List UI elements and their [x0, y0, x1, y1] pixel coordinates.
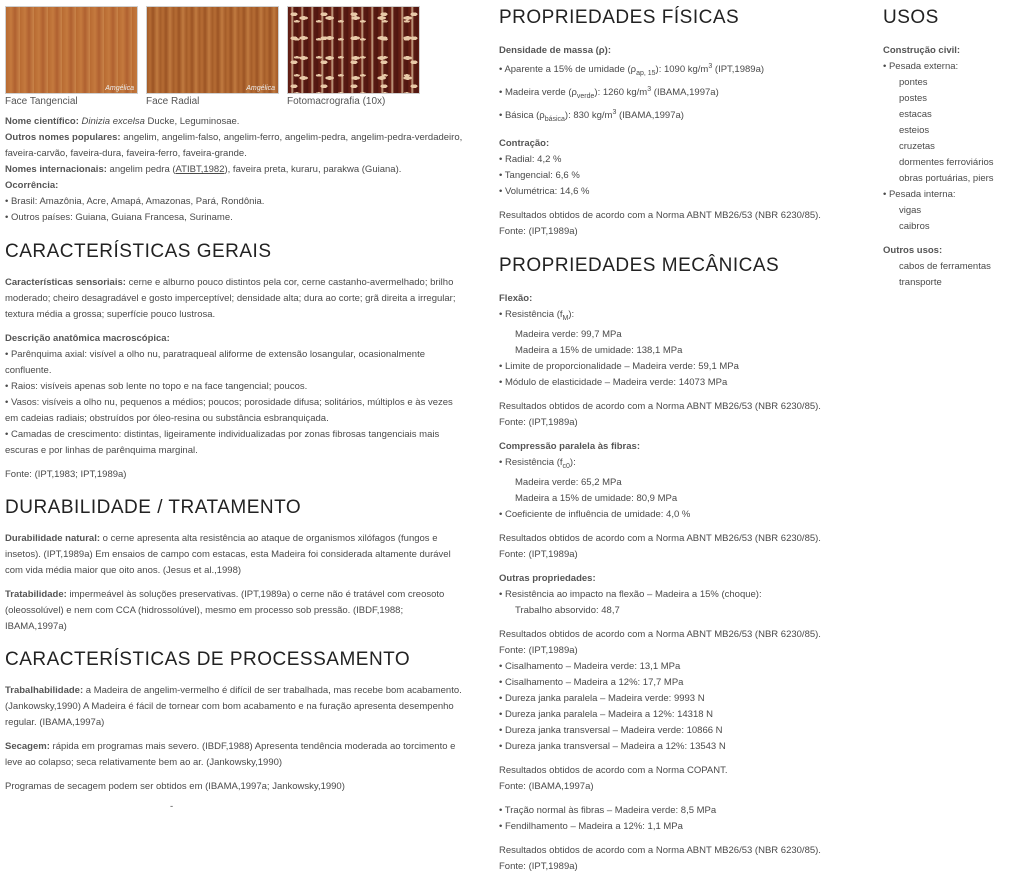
- shrinkage-item: • Tangencial: 6,6 %: [499, 170, 580, 182]
- use-item: obras portuárias, piers: [899, 173, 994, 184]
- property-item: • Dureza janka transversal – Madeira verde: 10866 N: [499, 724, 723, 736]
- wood-image-radial[interactable]: [146, 6, 279, 94]
- use-item: pontes: [899, 77, 928, 88]
- international-names: Nomes internacionais: angelim pedra (ATIBT,1982), faveira preta, kuraru, parakwa (Guiana).: [5, 164, 402, 175]
- photo-radial[interactable]: [146, 6, 279, 108]
- photo-caption: Fotomacrografia (10x): [287, 96, 386, 107]
- right-column: [883, 0, 1023, 291]
- section-title-gerais: CARACTERÍSTICAS GERAIS: [5, 241, 272, 262]
- use-item: vigas: [899, 205, 922, 216]
- results-note: Resultados obtidos de acordo com a Norma COPANT.: [499, 764, 728, 776]
- density-green: • Madeira verde $(\rho_{verde})$: 1260 $kg/m^3$ (IBAMA,1997a): [499, 86, 719, 101]
- results-note: Resultados obtidos de acordo com a Norma ABNT MB26/53 (NBR 6230/85).: [499, 210, 821, 222]
- image-watermark: Amgélica: [246, 85, 275, 92]
- results-note: Resultados obtidos de acordo com a Norma ABNT MB26/53 (NBR 6230/85).: [499, 532, 821, 544]
- property-item: • Cisalhamento – Madeira a 12%: 17,7 MPa: [499, 676, 684, 688]
- property-item: • Dureza janka transversal – Madeira a 12%: 13543 N: [499, 740, 726, 752]
- photo-gallery: [5, 6, 465, 108]
- flexion-15: Madeira a 15% de umidade: 138,1 MPa: [515, 345, 683, 357]
- mecanicas-block: [499, 291, 859, 875]
- flexion-green: Madeira verde: 99,7 MPa: [515, 329, 622, 341]
- other-uses-label: Outros usos:: [883, 245, 943, 256]
- usos-block: [883, 43, 1023, 291]
- internal-heavy-label: • Pesada interna:: [883, 189, 956, 200]
- section-title-durabilidade: DURABILIDADE / TRATAMENTO: [5, 497, 302, 518]
- flexion-limit: • Limite de proporcionalidade – Madeira verde: 59,1 MPa: [499, 361, 739, 373]
- photo-tangencial[interactable]: [5, 6, 138, 108]
- photo-macro[interactable]: [287, 6, 420, 108]
- density-label: Densidade de massa (ρ):: [499, 45, 611, 56]
- wood-image-tangencial[interactable]: [5, 6, 138, 94]
- impact-resistance: • Resistência ao impacto na flexão – Madeira a 15% (choque):: [499, 588, 762, 600]
- occurrence-other: • Outros países: Guiana, Guiana Francesa, Suriname.: [5, 212, 233, 223]
- source-text: Fonte: (IPT,1983; IPT,1989a): [5, 469, 127, 480]
- use-item: cruzetas: [899, 141, 935, 152]
- dash-mark: -: [170, 801, 174, 812]
- scientific-name: Nome científico: Dinizia excelsa Ducke, Leguminosae.: [5, 116, 240, 127]
- natural-durability: Durabilidade natural: o cerne apresenta alta resistência ao ataque de organismos xilófagos (fungos e insetos). (IPT,1989a) Em ensaios de campo com estacas, esta Madeira foi considerada altamente durável com vida média maior que oito anos. (Jesus et al.,1998): [5, 533, 451, 576]
- shrinkage-label: Contração:: [499, 138, 550, 150]
- density-basic: • Básica $(\rho_{básica})$: 830 $kg/m^3$ (IBAMA,1997a): [499, 109, 684, 124]
- workability: Trabalhabilidade: a Madeira de angelim-vermelho é difícil de ser trabalhada, mas recebe bom acabamento. (Jankowsky,1990) A Madeira é fácil de tornear com bom acabamento e na furação apresenta desempenho regular. (IBAMA,1997a): [5, 685, 462, 728]
- compression-resistance: • Resistência $(f_{c0})$:: [499, 457, 576, 470]
- drying: Secagem: rápida em programas mais severo. (IBDF,1988) Apresenta tendência moderada ao torcimento e leve ao colapso; seca relativamente bem ao ar. (Jankowsky,1990): [5, 741, 456, 768]
- civil-construction-label: Construção civil:: [883, 45, 961, 56]
- occurrence-label: Ocorrência:: [5, 180, 59, 191]
- image-watermark: Amgélica: [105, 85, 134, 92]
- section-title-usos: USOS: [883, 7, 939, 28]
- use-item: cabos de ferramentas: [899, 261, 991, 272]
- results-note: Resultados obtidos de acordo com a Norma ABNT MB26/53 (NBR 6230/85).: [499, 401, 821, 413]
- property-item: • Dureza janka paralela – Madeira a 12%: 14318 N: [499, 708, 714, 720]
- property-item: • Dureza janka paralela – Madeira verde: 9993 N: [499, 692, 705, 704]
- treatability: Tratabilidade: impermeável às soluções preservativas. (IPT,1989a) o cerne não é tratável com creosoto (oleossolúvel) e nem com CCA (hidrossolúvel), mesmo em processo sob pressão. (IBDF,1988; IBAMA,1997a): [5, 589, 445, 632]
- gerais-block: [5, 275, 465, 483]
- source-text: Fonte: (IPT,1989a): [499, 860, 578, 872]
- shrinkage-item: • Radial: 4,2 %: [499, 154, 562, 166]
- shrinkage-item: • Volumétrica: 14,6 %: [499, 186, 590, 198]
- identity-block: [5, 114, 465, 226]
- use-item: transporte: [899, 277, 942, 288]
- compression-coefficient: • Coeficiente de influência de umidade: 4,0 %: [499, 508, 691, 520]
- popular-names: Outros nomes populares: angelim, angelim-falso, angelim-ferro, angelim-pedra, angelim-pedra-verdadeiro, faveira-carvão, faveira-dura, faveira-ferro, faveira-grande.: [5, 132, 463, 159]
- section-title-processamento: CARACTERÍSTICAS DE PROCESSAMENTO: [5, 649, 411, 670]
- anatomy-item: • Parênquima axial: visível a olho nu, paratraqueal aliforme de extensão losangular, ocasionalmente confluente.: [5, 349, 425, 376]
- source-text: Fonte: (IBAMA,1997a): [499, 780, 594, 792]
- property-item: • Tração normal às fibras – Madeira verde: 8,5 MPa: [499, 804, 717, 816]
- flexion-resistance: • Resistência $(f_M)$:: [499, 309, 575, 323]
- other-properties-label: Outras propriedades:: [499, 572, 596, 584]
- flexion-modulus: • Módulo de elasticidade – Madeira verde: 14073 MPa: [499, 377, 728, 389]
- anatomy-label: Descrição anatômica macroscópica:: [5, 333, 170, 344]
- compression-15: Madeira a 15% de umidade: 80,9 MPa: [515, 492, 678, 504]
- photo-caption: Face Tangencial: [5, 96, 78, 107]
- source-text: Fonte: (IPT,1989a): [499, 226, 578, 238]
- source-text: Fonte: (IPT,1989a): [499, 548, 578, 560]
- property-item: • Cisalhamento – Madeira verde: 13,1 MPa: [499, 660, 681, 672]
- use-item: postes: [899, 93, 927, 104]
- use-item: dormentes ferroviários: [899, 157, 994, 168]
- external-heavy-label: • Pesada externa:: [883, 61, 959, 72]
- sensorial-text: Características sensoriais: cerne e alburno pouco distintos pela cor, cerne castanho-avermelhado; brilho moderado; cheiro desagradável e gosto imperceptível; densidade alta; dura ao corte; grã direita a irregular; textura média a grossa; superfície pouco lustrosa.: [5, 277, 456, 320]
- anatomy-item: • Raios: visíveis apenas sob lente no topo e na face tangencial; poucos.: [5, 381, 308, 392]
- absorbed-work: Trabalho absorvido: 48,7: [515, 604, 620, 616]
- property-item: • Fendilhamento – Madeira a 12%: 1,1 MPa: [499, 820, 683, 832]
- use-item: caibros: [899, 221, 930, 232]
- source-text: Fonte: (IPT,1989a): [499, 644, 578, 656]
- anatomy-item: • Vasos: visíveis a olho nu, pequenos a médios; poucos; porosidade difusa; solitários, múltiplos e às vezes em cadeias radiais; obstruídos por óleo-resina ou substância esbranquiçada.: [5, 397, 453, 424]
- use-item: esteios: [899, 125, 930, 136]
- photo-caption: Face Radial: [146, 96, 200, 107]
- flexion-label: Flexão:: [499, 293, 533, 305]
- left-column: [5, 0, 465, 815]
- middle-column: [499, 0, 859, 875]
- compression-green: Madeira verde: 65,2 MPa: [515, 476, 622, 488]
- compression-label: Compressão paralela às fibras:: [499, 441, 640, 453]
- processamento-block: [5, 683, 465, 815]
- durabilidade-block: [5, 531, 465, 635]
- anatomy-item: • Camadas de crescimento: distintas, ligeiramente individualizadas por zonas fibrosas tangenciais mais escuras e por linhas de parênquima marginal.: [5, 429, 440, 456]
- results-note: Resultados obtidos de acordo com a Norma ABNT MB26/53 (NBR 6230/85).: [499, 628, 821, 640]
- use-item: estacas: [899, 109, 932, 120]
- section-title-fisicas: PROPRIEDADES FÍSICAS: [499, 7, 740, 28]
- results-note: Resultados obtidos de acordo com a Norma ABNT MB26/53 (NBR 6230/85).: [499, 844, 821, 856]
- fisicas-block: [499, 43, 859, 240]
- source-text: Fonte: (IPT,1989a): [499, 417, 578, 429]
- section-title-mecanicas: PROPRIEDADES MECÂNICAS: [499, 255, 780, 277]
- occurrence-brazil: • Brasil: Amazônia, Acre, Amapá, Amazonas, Pará, Rondônia.: [5, 196, 265, 207]
- atibt-link[interactable]: ATIBT,1982: [175, 164, 225, 175]
- wood-image-macro[interactable]: [287, 6, 420, 94]
- density-apparent: • Aparente a 15% de umidade $(\rho_{ap, 15})$: 1090 $kg/m^3$ (IPT,1989a): [499, 63, 765, 78]
- drying-programs: Programas de secagem podem ser obtidos em (IBAMA,1997a; Jankowsky,1990): [5, 781, 345, 792]
